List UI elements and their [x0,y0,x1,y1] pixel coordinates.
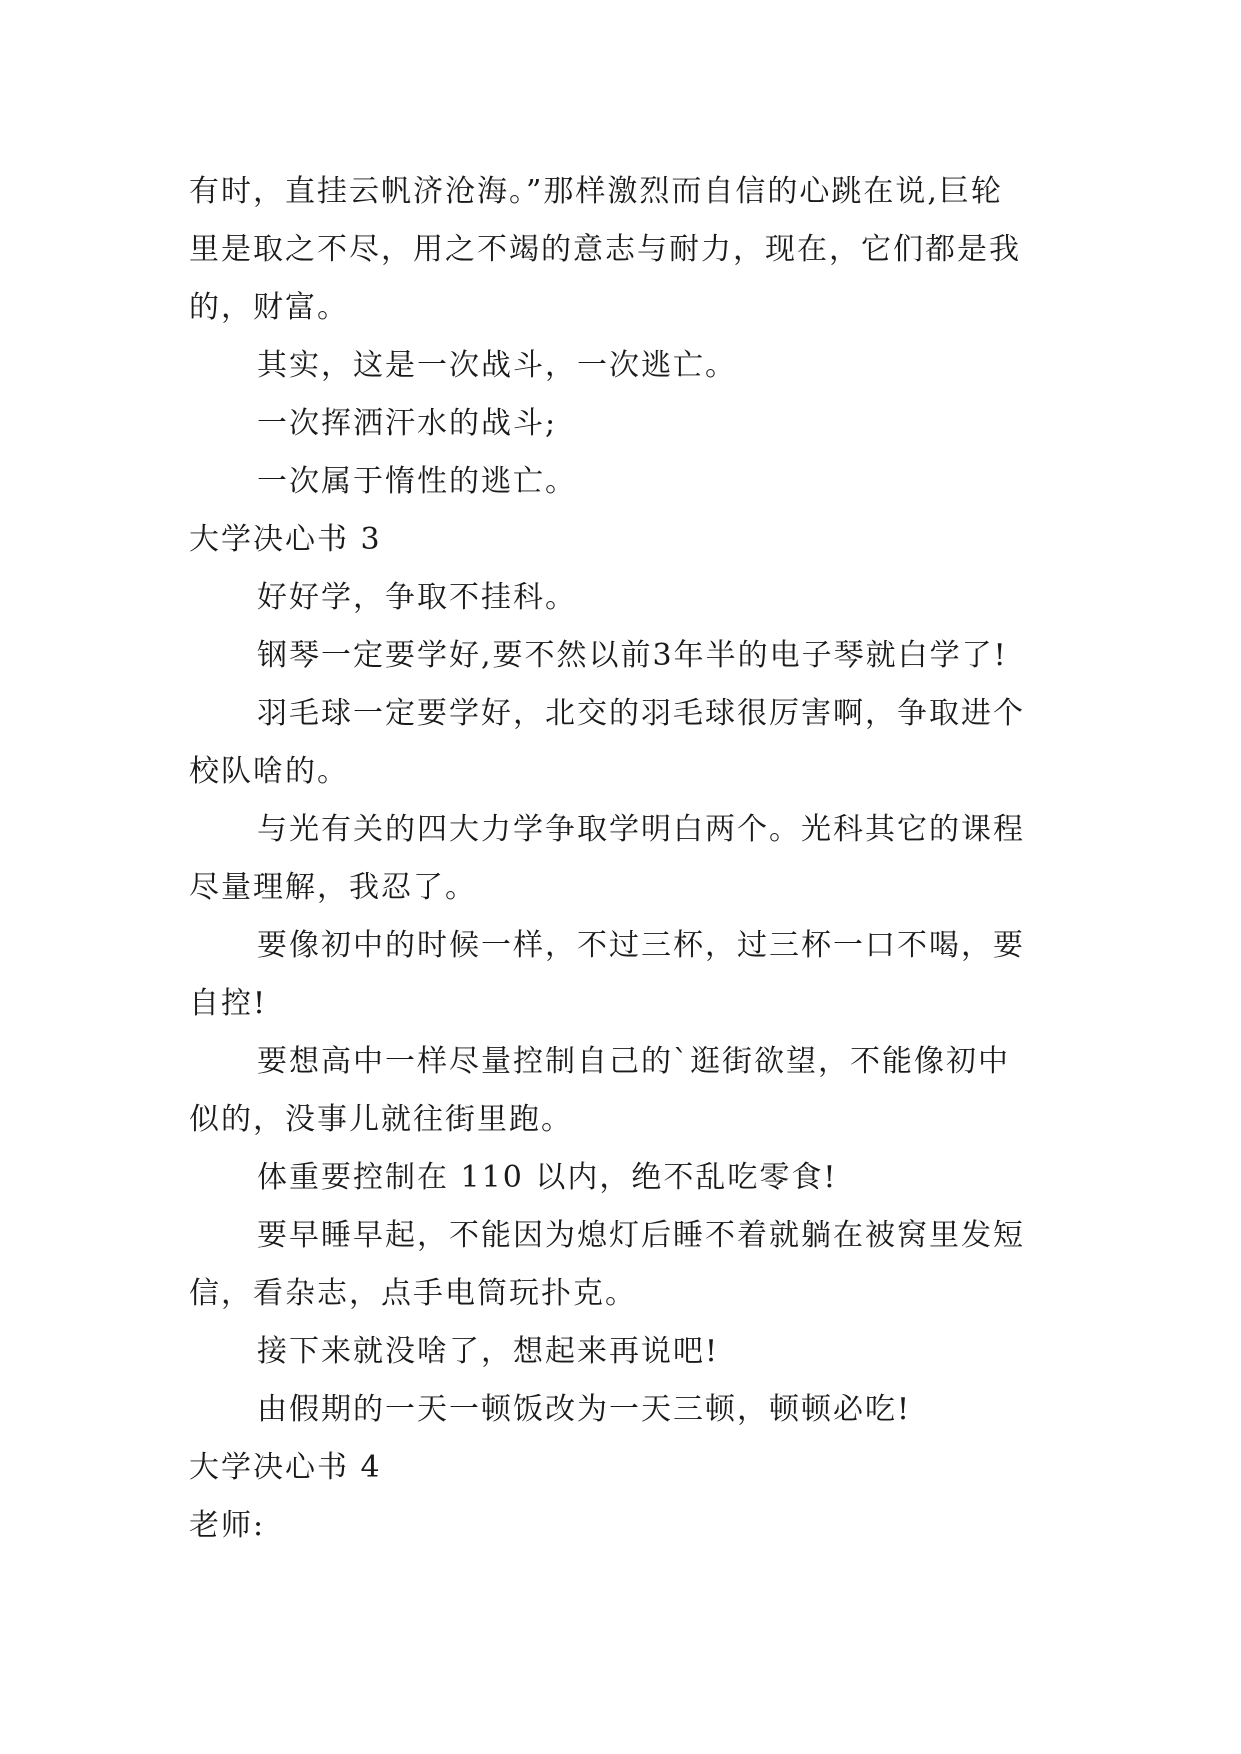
paragraph-line: 体重要控制在 110 以内，绝不乱吃零食! [257,1160,838,1195]
paragraph-line: 其实，这是一次战斗，一次逃亡。 [257,348,737,383]
paragraph-line: 要想高中一样尽量控制自己的`逛街欲望，不能像初中 [257,1044,1010,1079]
paragraph-line: 好好学，争取不挂科。 [257,580,577,615]
document-body [189,163,1061,1555]
paragraph-line: 似的，没事儿就往街里跑。 [189,1102,573,1137]
salutation-line: 老师: [189,1508,266,1543]
paragraph-line: 由假期的一天一顿饭改为一天三顿，顿顿必吃! [257,1392,912,1427]
paragraph-line: 尽量理解，我忍了。 [189,870,477,905]
paragraph-line: 信，看杂志，点手电筒玩扑克。 [189,1276,637,1311]
paragraph-line: 与光有关的四大力学争取学明白两个。光科其它的课程 [257,812,1025,847]
paragraph-line: 里是取之不尽，用之不竭的意志与耐力，现在，它们都是我 [189,232,1021,267]
paragraph-line: 羽毛球一定要学好，北交的羽毛球很厉害啊，争取进个 [257,696,1025,731]
paragraph-line: 要像初中的时候一样，不过三杯，过三杯一口不喝，要 [257,928,1025,963]
paragraph-line: 一次属于惰性的逃亡。 [257,464,577,499]
paragraph-line: 一次挥洒汗水的战斗; [257,406,558,441]
paragraph-line: 有时，直挂云帆济沧海。”那样激烈而自信的心跳在说,巨轮 [189,174,1003,209]
paragraph-line: 接下来就没啥了，想起来再说吧! [257,1334,720,1369]
paragraph-line: 要早睡早起，不能因为熄灯后睡不着就躺在被窝里发短 [257,1218,1025,1253]
section-heading: 大学决心书 4 [189,1450,382,1485]
section-heading: 大学决心书 3 [189,522,382,557]
paragraph-line: 的，财富。 [189,290,349,325]
paragraph-line: 校队啥的。 [189,754,349,789]
paragraph-line: 自控! [189,986,268,1021]
paragraph-line: 钢琴一定要学好,要不然以前3年半的电子琴就白学了! [257,638,1008,673]
